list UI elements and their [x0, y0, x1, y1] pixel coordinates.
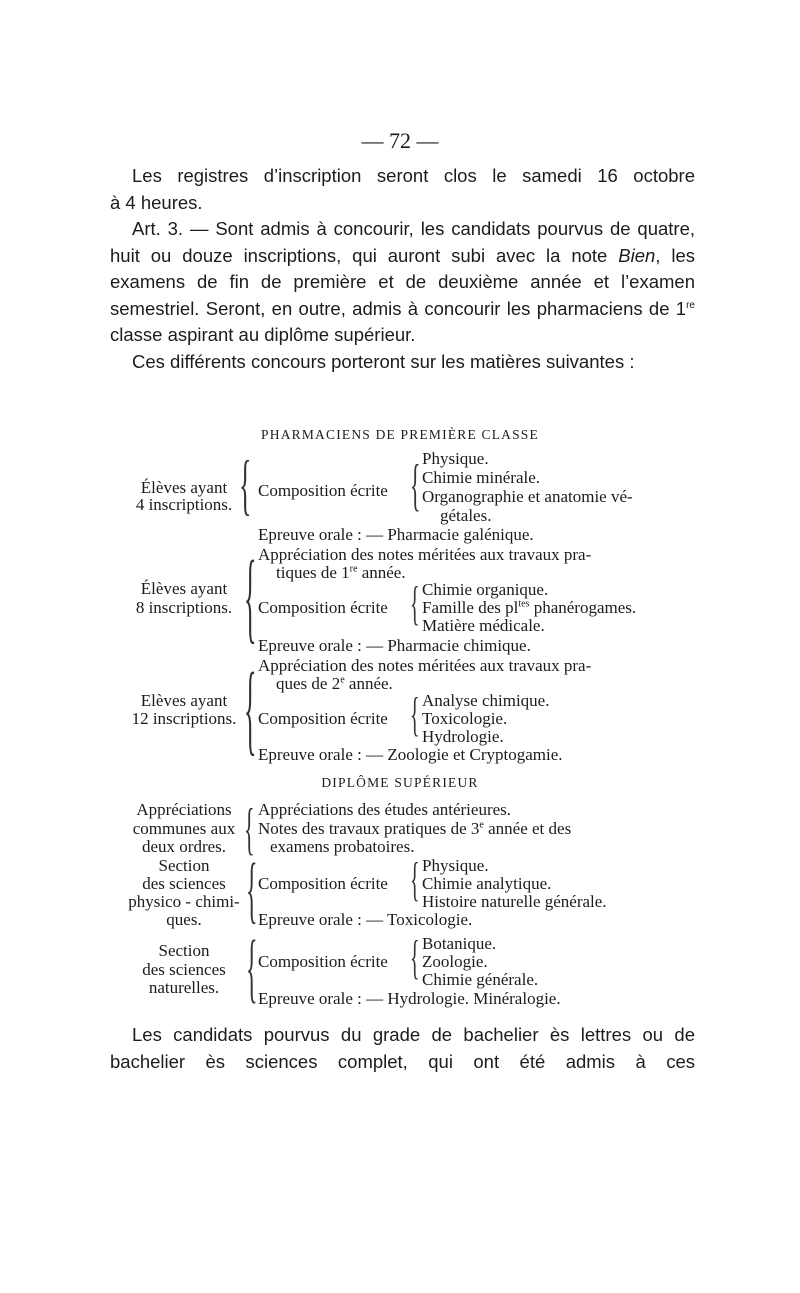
g1-composition: Composition écrite: [258, 481, 388, 500]
g3-subject-2: Toxicologie.: [422, 709, 508, 728]
d2-subject-1: Physique.: [422, 856, 489, 875]
d1-right-line2-sup: e: [479, 819, 484, 831]
g3-brace: {: [244, 653, 257, 767]
g1-label-line1: Élèves ayant: [140, 478, 228, 497]
d2-subject-brace: {: [410, 854, 420, 907]
d2-label-line3: physico - chimi-: [128, 892, 240, 911]
g2-oral: Epreuve orale : — Pharmacie chimique.: [258, 636, 531, 655]
d3-subject-brace: {: [410, 932, 420, 985]
g2-app-end: année.: [357, 563, 406, 582]
d3-oral: Epreuve orale : — Hydrologie. Minéralogie.: [258, 989, 561, 1008]
d1-right-line2-end: année et des: [483, 819, 572, 838]
g3-oral: Epreuve orale : — Zoologie et Cryptogamie.: [258, 745, 563, 764]
g1-oral: Epreuve orale : — Pharmacie galénique.: [258, 525, 534, 544]
g2-app-sup: re: [349, 563, 358, 575]
d2-label-line1: Section: [158, 856, 210, 875]
article-text-start: Art. 3. — Sont admis à concourir, les candidats pourvus de quatre, huit ou douze inscriptions, qui auront subi avec la note: [110, 218, 695, 266]
g2-composition: Composition écrite: [258, 598, 388, 617]
g1-subject-3: Organographie et anatomie vé-: [422, 487, 633, 506]
g2-subject-2: [422, 598, 636, 618]
g2-subject-3: Matière médicale.: [422, 616, 545, 635]
d3-composition: Composition écrite: [258, 952, 388, 971]
article-text-end: classe aspirant au diplôme supérieur.: [110, 324, 416, 345]
d1-label-line2: communes aux: [132, 819, 236, 838]
g2-label-line1: Élèves ayant: [140, 579, 228, 598]
paragraph-subjects: Ces différents concours porteront sur les matières suivantes :: [132, 350, 635, 372]
d1-right-line2-start: Notes des travaux pratiques de 3: [258, 819, 480, 838]
heading-first-class: PHARMACIENS DE PREMIÈRE CLASSE: [261, 427, 539, 442]
g3-subject-1: Analyse chimique.: [422, 691, 550, 710]
g3-app-end: année.: [344, 674, 393, 693]
d1-label-line1: Appréciations: [136, 800, 232, 819]
heading-higher-diploma: DIPLÔME SUPÉRIEUR: [321, 775, 479, 790]
d2-composition: Composition écrite: [258, 874, 388, 893]
d3-label-line3: naturelles.: [148, 978, 220, 997]
d3-label-line2: des sciences: [142, 960, 226, 979]
g2-subject-brace: {: [410, 578, 420, 631]
d2-brace: {: [246, 852, 258, 933]
g3-subject-3: Hydrologie.: [422, 727, 504, 746]
d3-subject-3: Chimie générale.: [422, 970, 539, 989]
d1-label-line3: deux ordres.: [141, 837, 227, 856]
g3-subject-brace: {: [410, 689, 420, 742]
g3-composition: Composition écrite: [258, 709, 388, 728]
g1-subject-3-cont: gétales.: [440, 506, 492, 525]
paragraph-article-3: [110, 216, 695, 349]
grade-bien: Bien: [618, 244, 656, 266]
d2-label-line2: des sciences: [142, 874, 226, 893]
d3-brace: {: [246, 929, 258, 1013]
d3-subject-1: Botanique.: [422, 934, 497, 953]
g1-label-line2: 4 inscriptions.: [135, 495, 233, 514]
paragraph-registers-line2: à 4 heures.: [110, 191, 203, 213]
article-text-middle: , les examens de fin de première et de deuxième année et l’examen semestriel. Seront, en outre, admis à concourir les pharmaciens de 1: [110, 244, 695, 319]
g3-appreciation-line2: [276, 674, 393, 694]
d1-right-line3: examens probatoires.: [270, 837, 415, 856]
page-number: — 72 —: [361, 128, 439, 153]
g3-appreciation-line1: Appréciation des notes méritées aux travaux pra-: [258, 656, 592, 675]
d1-right-line2: [258, 819, 571, 839]
d2-label-line4: ques.: [166, 910, 202, 929]
g2-brace: {: [244, 541, 257, 655]
d3-label-line1: Section: [158, 941, 210, 960]
g1-subject-1: Physique.: [422, 449, 489, 468]
g2-appreciation-line1: Appréciation des notes méritées aux travaux pra-: [258, 545, 592, 564]
superscript-re: re: [686, 299, 695, 311]
d1-brace: {: [244, 796, 255, 861]
paragraph-registers-line1: Les registres d’inscription seront clos le samedi 16 octobre: [132, 165, 695, 186]
g2-label-line2: 8 inscriptions.: [135, 598, 233, 617]
g2-app-start: tiques de 1: [276, 563, 350, 582]
g2-appreciation-line2: [276, 563, 406, 583]
g1-subject-brace: {: [410, 452, 421, 517]
g3-app-start: ques de 2: [276, 674, 341, 693]
closing-text: [110, 1022, 695, 1075]
d2-oral: Epreuve orale : — Toxicologie.: [258, 910, 473, 929]
d1-right-line1: Appréciations des études antérieures.: [258, 800, 512, 819]
g1-brace: {: [239, 447, 252, 523]
d2-subject-3: Histoire naturelle générale.: [422, 892, 607, 911]
paragraph-bachelors: Les candidats pourvus du grade de bachelier ès lettres ou de bachelier ès sciences complet, qui ont été admis à ces: [110, 1024, 695, 1072]
g2-subject-1: Chimie organique.: [422, 580, 549, 599]
g2-subject-2-end: phanérogames.: [529, 598, 637, 617]
d3-subject-2: Zoologie.: [422, 952, 488, 971]
g1-subject-2: Chimie minérale.: [422, 468, 541, 487]
g3-label-line1: Elèves ayant: [140, 691, 228, 710]
d2-subject-2: Chimie analytique.: [422, 874, 552, 893]
g2-subject-2-start: Famille des pl: [422, 598, 519, 617]
g2-subject-2-sup: tes: [518, 598, 530, 610]
intro-text: [110, 163, 695, 375]
g3-app-sup: e: [340, 674, 345, 686]
g3-label-line2: 12 inscriptions.: [131, 709, 237, 728]
